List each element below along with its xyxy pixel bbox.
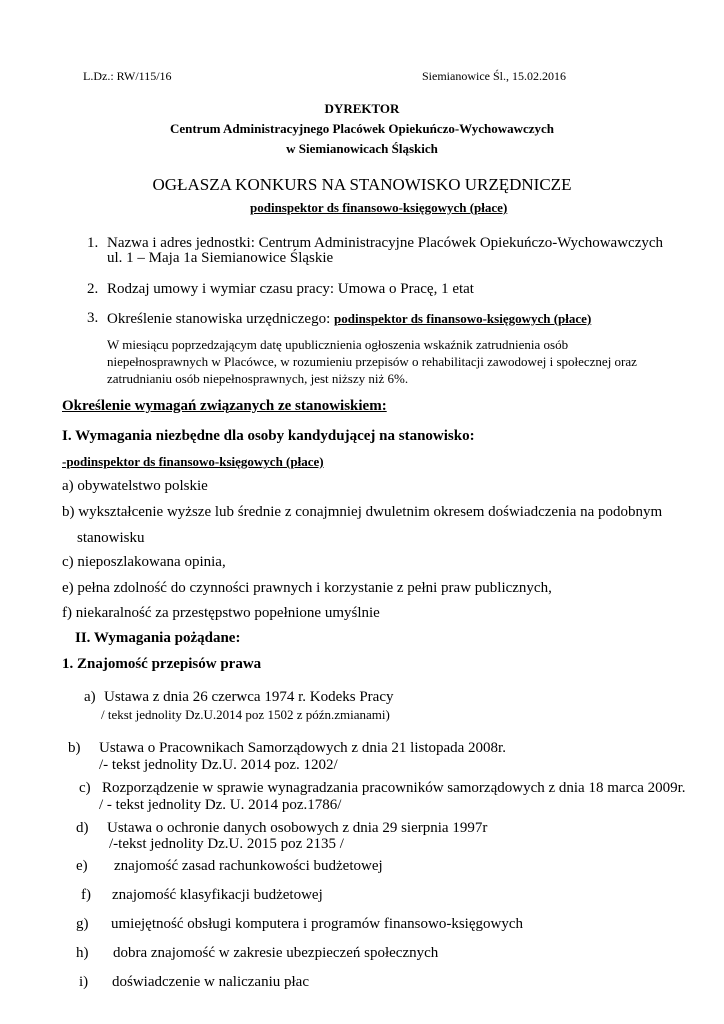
- law-b-line-1: Ustawa o Pracownikach Samorządowych z dnia 21 listopada 2008r.: [99, 740, 506, 756]
- law-i-text: doświadczenie w naliczaniu płac: [112, 974, 309, 990]
- law-e-text: znajomość zasad rachunkowości budżetowej: [114, 858, 383, 874]
- law-g-text: umiejętność obsługi komputera i programów finansowo-księgowych: [111, 916, 524, 932]
- law-a-line-1: Ustawa z dnia 26 czerwca 1974 r. Kodeks Pracy: [104, 689, 394, 705]
- requirements-heading: Określenie wymagań związanych ze stanowiskiem:: [62, 398, 387, 414]
- item-3-value: podinspektor ds finansowo-księgowych (płace): [334, 311, 592, 326]
- section-1-position: -podinspektor ds finansowo-księgowych (płace): [62, 454, 324, 469]
- issuer-title: DYREKTOR: [324, 101, 400, 116]
- requirement-e: e) pełna zdolność do czynności prawnych i korzystanie z pełni praw publicznych,: [62, 580, 552, 596]
- law-e-letter: e): [76, 858, 88, 874]
- law-h-text: dobra znajomość w zakresie ubezpieczeń społecznych: [113, 945, 439, 961]
- requirement-c: c) nieposzlakowana opinia,: [62, 554, 226, 570]
- law-g-letter: g): [76, 916, 89, 932]
- item-1-line-2: ul. 1 – Maja 1a Siemianowice Śląskie: [107, 250, 334, 266]
- law-d-letter: d): [76, 820, 89, 836]
- announcement-position: podinspektor ds finansowo-księgowych (płace): [250, 200, 508, 215]
- reference-number: L.Dz.: RW/115/16: [83, 69, 172, 83]
- announcement-title: OGŁASZA KONKURS NA STANOWISKO URZĘDNICZE: [152, 175, 572, 194]
- requirement-f: f) niekaralność za przestępstwo popełnione umyślnie: [62, 605, 380, 621]
- item-2-text: Rodzaj umowy i wymiar czasu pracy: Umowa o Pracę, 1 etat: [107, 281, 474, 297]
- law-c-line-1: Rozporządzenie w sprawie wynagradzania pracowników samorządowych z dnia 18 marca 2009r.: [102, 780, 686, 796]
- note-line-1: W miesiącu poprzedzającym datę upublicznienia ogłoszenia wskaźnik zatrudnienia osób: [107, 337, 569, 352]
- item-2-number: 2.: [87, 281, 99, 297]
- item-1-number: 1.: [87, 235, 99, 251]
- law-d-line-1: Ustawa o ochronie danych osobowych z dnia 29 sierpnia 1997r: [107, 820, 488, 836]
- place-and-date: Siemianowice Śl., 15.02.2016: [422, 69, 566, 83]
- item-3-number: 3.: [87, 310, 99, 326]
- law-a-letter: a): [84, 689, 96, 705]
- law-h-letter: h): [76, 945, 89, 961]
- law-d-line-2: /-tekst jednolity Dz.U. 2015 poz 2135 /: [109, 836, 344, 852]
- law-c-line-2: / - tekst jednolity Dz. U. 2014 poz.1786/: [99, 797, 342, 813]
- section-2-subheading: 1. Znajomość przepisów prawa: [62, 656, 262, 672]
- law-f-letter: f): [81, 887, 91, 903]
- issuer-location: w Siemianowicach Śląskich: [286, 141, 438, 156]
- item-3-line: [107, 310, 591, 328]
- item-3-label: Określenie stanowiska urzędniczego:: [107, 311, 334, 327]
- issuer-institution: Centrum Administracyjnego Placówek Opiekuńczo-Wychowawczych: [169, 121, 555, 136]
- note-line-2: niepełnosprawnych w Placówce, w rozumieniu przepisów o rehabilitacji zawodowej i społecznej oraz: [107, 354, 637, 369]
- section-1-heading: I. Wymagania niezbędne dla osoby kandydującej na stanowisko:: [62, 428, 475, 444]
- requirement-b-line-1: b) wykształcenie wyższe lub średnie z conajmniej dwuletnim okresem doświadczenia na podobnym: [62, 504, 663, 520]
- law-f-text: znajomość klasyfikacji budżetowej: [112, 887, 323, 903]
- law-c-letter: c): [79, 780, 91, 796]
- section-2-heading: II. Wymagania pożądane:: [75, 630, 241, 646]
- requirement-a: a) obywatelstwo polskie: [62, 478, 208, 494]
- item-1-line-1: Nazwa i adres jednostki: Centrum Administracyjne Placówek Opiekuńczo-Wychowawczych: [107, 235, 664, 251]
- law-i-letter: i): [79, 974, 89, 990]
- note-line-3: zatrudnianiu osób niepełnosprawnych, jest niższy niż 6%.: [107, 371, 409, 386]
- law-b-line-2: /- tekst jednolity Dz.U. 2014 poz. 1202/: [99, 757, 338, 773]
- requirement-b-line-2: stanowisku: [77, 530, 145, 546]
- law-a-line-2: / tekst jednolity Dz.U.2014 poz 1502 z późn.zmianami): [101, 707, 390, 722]
- law-b-letter: b): [68, 740, 81, 756]
